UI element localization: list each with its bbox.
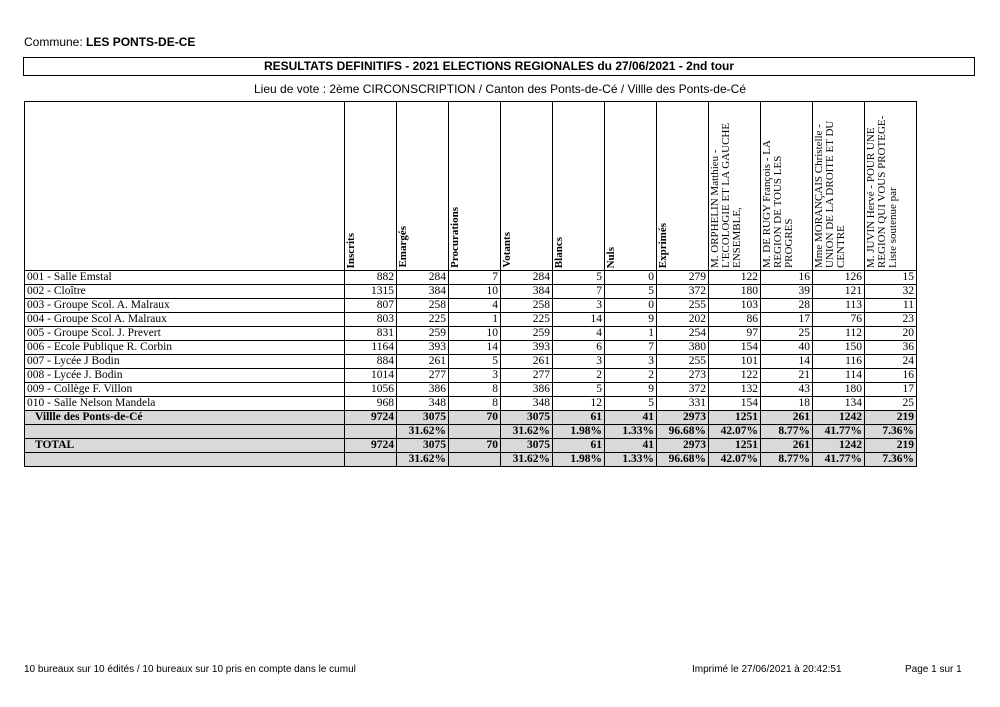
cell-value: 14 xyxy=(761,355,813,369)
total-value: 61 xyxy=(553,439,605,453)
cell-value: 0 xyxy=(605,271,657,285)
percent-value: 7.36% xyxy=(865,453,917,467)
header-emarges: Emargés xyxy=(397,102,449,271)
percent-value: 41.77% xyxy=(813,453,865,467)
total-name: Villle des Ponts-de-Cé xyxy=(25,411,345,425)
cell-value: 97 xyxy=(709,327,761,341)
percent-value: 1.33% xyxy=(605,425,657,439)
percent-label-empty xyxy=(25,425,345,439)
results-table xyxy=(24,101,917,467)
table-row xyxy=(25,285,917,299)
cell-value: 20 xyxy=(865,327,917,341)
total-row xyxy=(25,411,917,425)
total-value: 61 xyxy=(553,411,605,425)
cell-value: 180 xyxy=(709,285,761,299)
row-name: 008 - Lycée J. Bodin xyxy=(25,369,345,383)
cell-value: 154 xyxy=(709,341,761,355)
cell-value: 43 xyxy=(761,383,813,397)
percent-value xyxy=(345,425,397,439)
cell-value: 261 xyxy=(501,355,553,369)
cell-value: 2 xyxy=(553,369,605,383)
total-value: 261 xyxy=(761,411,813,425)
cell-value: 882 xyxy=(345,271,397,285)
cell-value: 103 xyxy=(709,299,761,313)
percent-value: 96.68% xyxy=(657,425,709,439)
header-votants: Votants xyxy=(501,102,553,271)
percent-value: 42.07% xyxy=(709,425,761,439)
cell-value: 202 xyxy=(657,313,709,327)
cell-value: 1056 xyxy=(345,383,397,397)
cell-value: 9 xyxy=(605,313,657,327)
total-name: TOTAL xyxy=(25,439,345,453)
cell-value: 831 xyxy=(345,327,397,341)
cell-value: 16 xyxy=(865,369,917,383)
cell-value: 386 xyxy=(397,383,449,397)
cell-value: 372 xyxy=(657,285,709,299)
cell-value: 393 xyxy=(397,341,449,355)
cell-value: 8 xyxy=(449,397,501,411)
percent-value: 8.77% xyxy=(761,425,813,439)
polling-place-line: Lieu de vote : 2ème CIRCONSCRIPTION / Canton des Ponts-de-Cé / Villle des Ponts-de-Cé xyxy=(254,82,746,96)
row-name: 005 - Groupe Scol. J. Prevert xyxy=(25,327,345,341)
percent-value xyxy=(345,453,397,467)
table-row xyxy=(25,299,917,313)
total-value: 3075 xyxy=(397,439,449,453)
cell-value: 12 xyxy=(553,397,605,411)
percent-row xyxy=(25,453,917,467)
cell-value: 348 xyxy=(501,397,553,411)
report-title: RESULTATS DEFINITIFS - 2021 ELECTIONS REGIONALES du 27/06/2021 - 2nd tour xyxy=(23,57,975,76)
percent-row xyxy=(25,425,917,439)
header-exprimes: Exprimés xyxy=(657,102,709,271)
cell-value: 116 xyxy=(813,355,865,369)
total-value: 1251 xyxy=(709,439,761,453)
cell-value: 225 xyxy=(397,313,449,327)
percent-label-empty xyxy=(25,453,345,467)
total-value: 1242 xyxy=(813,411,865,425)
header-empty xyxy=(25,102,345,271)
cell-value: 14 xyxy=(553,313,605,327)
cell-value: 803 xyxy=(345,313,397,327)
total-row xyxy=(25,439,917,453)
header-candidate-orphelin: M. ORPHELIN Matthieu - L'ECOLOGIE ET LA GAUCHE ENSEMBLE, xyxy=(709,102,761,271)
cell-value: 3 xyxy=(449,369,501,383)
total-value: 3075 xyxy=(501,411,553,425)
cell-value: 5 xyxy=(449,355,501,369)
cell-value: 4 xyxy=(553,327,605,341)
cell-value: 380 xyxy=(657,341,709,355)
cell-value: 5 xyxy=(553,271,605,285)
percent-value: 41.77% xyxy=(813,425,865,439)
cell-value: 14 xyxy=(449,341,501,355)
cell-value: 10 xyxy=(449,327,501,341)
percent-value xyxy=(449,453,501,467)
table-row xyxy=(25,313,917,327)
total-value: 9724 xyxy=(345,411,397,425)
total-value: 2973 xyxy=(657,411,709,425)
cell-value: 1 xyxy=(449,313,501,327)
table-row xyxy=(25,271,917,285)
row-name: 001 - Salle Emstal xyxy=(25,271,345,285)
percent-value: 8.77% xyxy=(761,453,813,467)
cell-value: 258 xyxy=(501,299,553,313)
percent-value: 31.62% xyxy=(501,425,553,439)
cell-value: 6 xyxy=(553,341,605,355)
table-row xyxy=(25,341,917,355)
cell-value: 5 xyxy=(553,383,605,397)
cell-value: 134 xyxy=(813,397,865,411)
cell-value: 331 xyxy=(657,397,709,411)
total-value: 1242 xyxy=(813,439,865,453)
total-value: 41 xyxy=(605,439,657,453)
header-candidate-morancais: Mme MORANÇAIS Christelle - UNION DE LA DROITE ET DU CENTRE xyxy=(813,102,865,271)
percent-value: 42.07% xyxy=(709,453,761,467)
cell-value: 393 xyxy=(501,341,553,355)
cell-value: 154 xyxy=(709,397,761,411)
cell-value: 1164 xyxy=(345,341,397,355)
table-row xyxy=(25,355,917,369)
cell-value: 15 xyxy=(865,271,917,285)
footer-page-number: Page 1 sur 1 xyxy=(905,664,962,675)
cell-value: 277 xyxy=(397,369,449,383)
cell-value: 261 xyxy=(397,355,449,369)
header-procurations: Procurations xyxy=(449,102,501,271)
header-candidate-de-rugy: M. DE RUGY François - LA REGION DE TOUS LES PROGRES xyxy=(761,102,813,271)
cell-value: 384 xyxy=(397,285,449,299)
cell-value: 5 xyxy=(605,397,657,411)
table-row xyxy=(25,327,917,341)
cell-value: 259 xyxy=(397,327,449,341)
cell-value: 132 xyxy=(709,383,761,397)
row-name: 007 - Lycée J Bodin xyxy=(25,355,345,369)
table-row xyxy=(25,369,917,383)
header-inscrits: Inscrits xyxy=(345,102,397,271)
header-nuls: Nuls xyxy=(605,102,657,271)
cell-value: 255 xyxy=(657,355,709,369)
cell-value: 3 xyxy=(553,355,605,369)
cell-value: 8 xyxy=(449,383,501,397)
footer-printed-date: Imprimé le 27/06/2021 à 20:42:51 xyxy=(692,664,842,675)
percent-value: 1.98% xyxy=(553,425,605,439)
cell-value: 2 xyxy=(605,369,657,383)
cell-value: 28 xyxy=(761,299,813,313)
cell-value: 16 xyxy=(761,271,813,285)
commune-label: Commune: xyxy=(24,35,83,49)
cell-value: 5 xyxy=(605,285,657,299)
cell-value: 9 xyxy=(605,383,657,397)
footer-bureaux: 10 bureaux sur 10 édités / 10 bureaux sur 10 pris en compte dans le cumul xyxy=(24,664,356,675)
cell-value: 284 xyxy=(397,271,449,285)
commune-line xyxy=(24,35,195,49)
header-blancs: Blancs xyxy=(553,102,605,271)
cell-value: 86 xyxy=(709,313,761,327)
row-name: 002 - Cloître xyxy=(25,285,345,299)
cell-value: 121 xyxy=(813,285,865,299)
cell-value: 254 xyxy=(657,327,709,341)
cell-value: 36 xyxy=(865,341,917,355)
row-name: 009 - Collège F. Villon xyxy=(25,383,345,397)
cell-value: 1315 xyxy=(345,285,397,299)
cell-value: 279 xyxy=(657,271,709,285)
percent-value: 31.62% xyxy=(397,425,449,439)
cell-value: 10 xyxy=(449,285,501,299)
cell-value: 114 xyxy=(813,369,865,383)
cell-value: 25 xyxy=(865,397,917,411)
cell-value: 23 xyxy=(865,313,917,327)
cell-value: 11 xyxy=(865,299,917,313)
cell-value: 7 xyxy=(449,271,501,285)
cell-value: 122 xyxy=(709,369,761,383)
cell-value: 24 xyxy=(865,355,917,369)
total-value: 219 xyxy=(865,439,917,453)
cell-value: 76 xyxy=(813,313,865,327)
cell-value: 1 xyxy=(605,327,657,341)
cell-value: 25 xyxy=(761,327,813,341)
cell-value: 1014 xyxy=(345,369,397,383)
cell-value: 225 xyxy=(501,313,553,327)
total-value: 9724 xyxy=(345,439,397,453)
cell-value: 21 xyxy=(761,369,813,383)
cell-value: 284 xyxy=(501,271,553,285)
cell-value: 122 xyxy=(709,271,761,285)
total-value: 2973 xyxy=(657,439,709,453)
header-row xyxy=(25,102,917,271)
table-row xyxy=(25,383,917,397)
percent-value: 1.98% xyxy=(553,453,605,467)
cell-value: 18 xyxy=(761,397,813,411)
cell-value: 101 xyxy=(709,355,761,369)
cell-value: 277 xyxy=(501,369,553,383)
cell-value: 3 xyxy=(605,355,657,369)
cell-value: 150 xyxy=(813,341,865,355)
total-value: 70 xyxy=(449,411,501,425)
total-value: 70 xyxy=(449,439,501,453)
percent-value: 7.36% xyxy=(865,425,917,439)
percent-value: 1.33% xyxy=(605,453,657,467)
cell-value: 255 xyxy=(657,299,709,313)
row-name: 010 - Salle Nelson Mandela xyxy=(25,397,345,411)
cell-value: 112 xyxy=(813,327,865,341)
percent-value: 31.62% xyxy=(397,453,449,467)
total-value: 41 xyxy=(605,411,657,425)
cell-value: 807 xyxy=(345,299,397,313)
cell-value: 386 xyxy=(501,383,553,397)
cell-value: 3 xyxy=(553,299,605,313)
cell-value: 17 xyxy=(865,383,917,397)
cell-value: 32 xyxy=(865,285,917,299)
total-value: 1251 xyxy=(709,411,761,425)
cell-value: 180 xyxy=(813,383,865,397)
cell-value: 40 xyxy=(761,341,813,355)
percent-value xyxy=(449,425,501,439)
cell-value: 384 xyxy=(501,285,553,299)
cell-value: 273 xyxy=(657,369,709,383)
total-value: 3075 xyxy=(397,411,449,425)
cell-value: 0 xyxy=(605,299,657,313)
percent-value: 31.62% xyxy=(501,453,553,467)
commune-name: LES PONTS-DE-CE xyxy=(86,35,196,49)
cell-value: 126 xyxy=(813,271,865,285)
cell-value: 4 xyxy=(449,299,501,313)
cell-value: 884 xyxy=(345,355,397,369)
cell-value: 7 xyxy=(553,285,605,299)
cell-value: 968 xyxy=(345,397,397,411)
total-value: 261 xyxy=(761,439,813,453)
row-name: 006 - Ecole Publique R. Corbin xyxy=(25,341,345,355)
cell-value: 258 xyxy=(397,299,449,313)
cell-value: 113 xyxy=(813,299,865,313)
cell-value: 7 xyxy=(605,341,657,355)
row-name: 004 - Groupe Scol A. Malraux xyxy=(25,313,345,327)
table-row xyxy=(25,397,917,411)
cell-value: 17 xyxy=(761,313,813,327)
percent-value: 96.68% xyxy=(657,453,709,467)
cell-value: 372 xyxy=(657,383,709,397)
total-value: 219 xyxy=(865,411,917,425)
row-name: 003 - Groupe Scol. A. Malraux xyxy=(25,299,345,313)
header-candidate-juvin: M. JUVIN Hervé - POUR UNE REGION QUI VOUS PROTEGE-Liste soutenue par xyxy=(865,102,917,271)
cell-value: 348 xyxy=(397,397,449,411)
cell-value: 259 xyxy=(501,327,553,341)
cell-value: 39 xyxy=(761,285,813,299)
total-value: 3075 xyxy=(501,439,553,453)
